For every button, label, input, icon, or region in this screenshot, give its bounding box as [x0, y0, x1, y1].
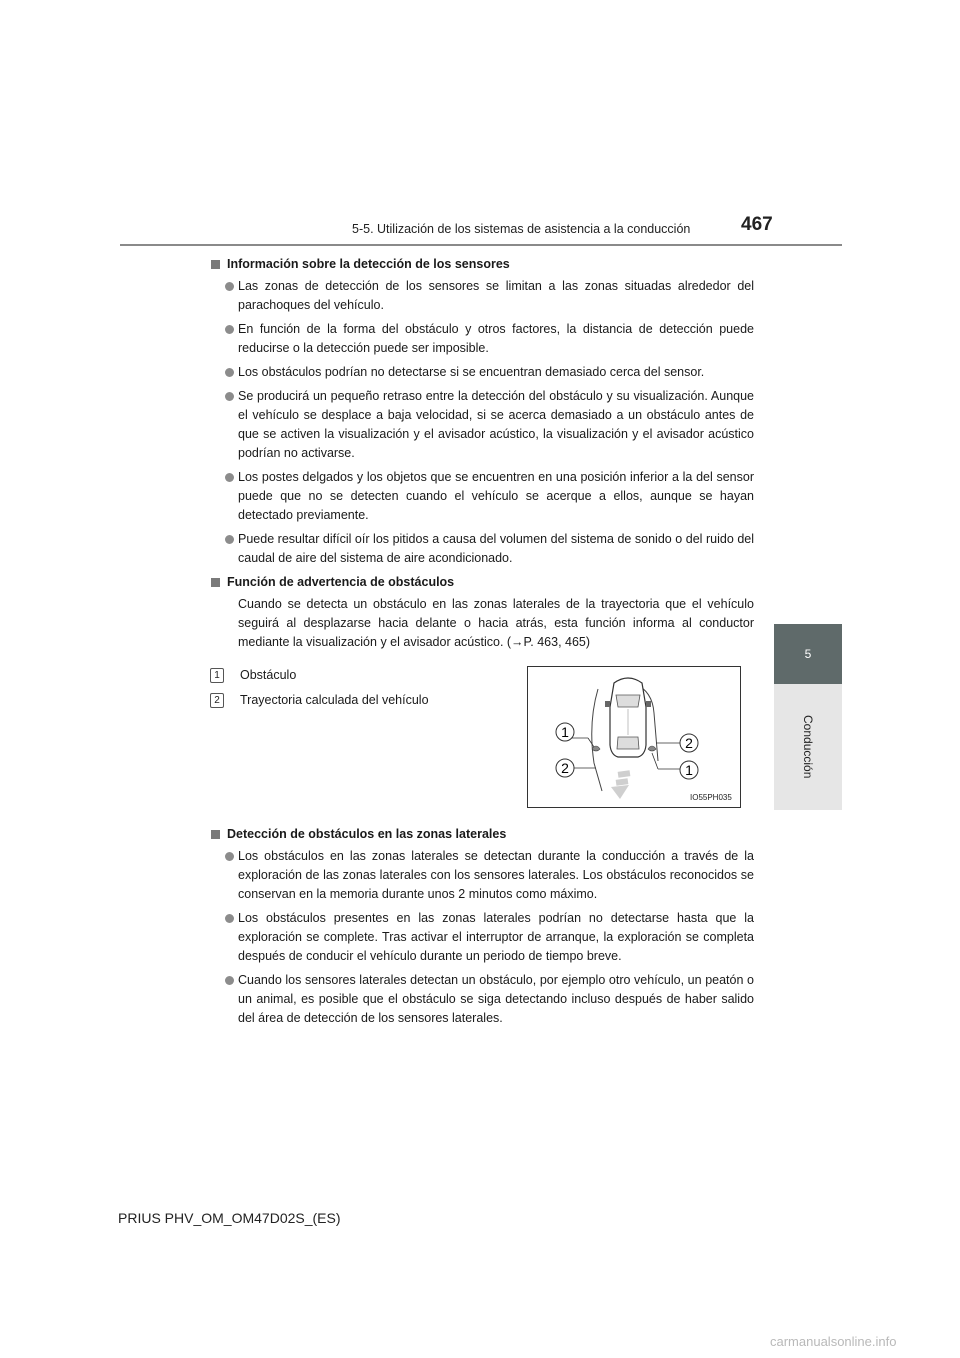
watermark: carmanualsonline.info — [770, 1334, 897, 1349]
page-number: 467 — [741, 214, 773, 235]
circle-bullet-icon — [225, 368, 234, 377]
callout-marker — [680, 734, 698, 752]
section-heading-text: Información sobre la detección de los sensores — [227, 257, 510, 271]
legend-label: Obstáculo — [240, 668, 297, 682]
circle-bullet-icon — [225, 392, 234, 401]
direction-arrow-icon — [611, 770, 630, 799]
bullet-item — [210, 320, 754, 358]
bullet-item — [210, 847, 754, 904]
circle-bullet-icon — [225, 325, 234, 334]
header-rule — [120, 244, 842, 246]
circle-bullet-icon — [225, 852, 234, 861]
sensor-wave-icon — [592, 746, 600, 751]
circle-bullet-icon — [225, 282, 234, 291]
bullet-text: Los obstáculos podrían no detectarse si se encuentran demasiado cerca del sensor. — [238, 365, 705, 379]
section-paragraph: Cuando se detecta un obstáculo en las zonas laterales de la trayectoria que el vehículo seguirá al desplazarse hacia delante o hacia atrás, esta función informa al conductor mediante la visualización y el avisador acústico. (→P. 463, 465) — [238, 597, 754, 649]
chapter-tab — [774, 624, 842, 684]
bullet-text: Los obstáculos en las zonas laterales se detectan durante la conducción a través de la exploración de las zonas laterales con los sensores laterales. Los obstáculos reconocidos se conservan en la memoria durante unos 2 minutos como máximo. — [238, 849, 754, 901]
callout-marker — [680, 761, 698, 779]
callout-number: 1 — [561, 724, 569, 740]
circle-bullet-icon — [225, 914, 234, 923]
bullet-text: Los obstáculos presentes en las zonas laterales podrían no detectarse hasta que la exploración se complete. Tras activar el interruptor de arranque, la exploración se completa después de conducir el vehículo durante un periodo de tiempo breve. — [238, 911, 754, 963]
sensor-wave-icon — [648, 746, 656, 751]
section-heading-text: Detección de obstáculos en las zonas laterales — [227, 827, 507, 841]
bullet-item — [210, 363, 754, 382]
section-heading — [210, 573, 754, 592]
legend-label: Trayectoria calculada del vehículo — [240, 693, 429, 707]
circle-bullet-icon — [225, 976, 234, 985]
section-heading-text: Función de advertencia de obstáculos — [227, 575, 455, 589]
callout-number: 2 — [685, 735, 693, 751]
section-heading — [210, 825, 754, 844]
chapter-label: Conducción — [801, 715, 815, 779]
callout-marker — [556, 759, 574, 777]
bullet-text: Cuando los sensores laterales detectan un obstáculo, por ejemplo otro vehículo, un peatón o un animal, es posible que el obstáculo se siga detectando incluso después de haber salido del área de detección de los sensores laterales. — [238, 973, 754, 1025]
callout-number: 2 — [561, 760, 569, 776]
legend-number: 2 — [210, 693, 224, 708]
legend-number: 1 — [210, 668, 224, 683]
legend-item — [210, 666, 296, 685]
square-bullet-icon — [211, 578, 220, 587]
legend-item — [210, 691, 429, 710]
figure-code: IO55PH035 — [690, 793, 732, 802]
square-bullet-icon — [211, 830, 220, 839]
obstacle-diagram — [527, 666, 741, 808]
section-heading — [210, 255, 754, 274]
figure-row — [210, 658, 754, 824]
footer-document-code: PRIUS PHV_OM_OM47D02S_(ES) — [118, 1210, 341, 1226]
circle-bullet-icon — [225, 535, 234, 544]
square-bullet-icon — [211, 260, 220, 269]
header-section-title: 5-5. Utilización de los sistemas de asistencia a la conducción — [352, 222, 691, 236]
page-content — [210, 255, 754, 1033]
bullet-text: En función de la forma del obstáculo y otros factores, la distancia de detección puede reducirse o la detección puede ser imposible. — [238, 322, 754, 355]
vehicle-path-icon — [592, 689, 602, 791]
callout-number: 1 — [685, 762, 693, 778]
bullet-item — [210, 971, 754, 1028]
bullet-item — [210, 277, 754, 315]
bullet-item — [210, 468, 754, 525]
bullet-item — [210, 530, 754, 568]
bullet-text: Puede resultar difícil oír los pitidos a causa del volumen del sistema de sonido o del ruido del caudal de aire del sistema de aire acondicionado. — [238, 532, 754, 565]
bullet-text: Se producirá un pequeño retraso entre la detección del obstáculo y su visualización. Aunque el vehículo se desplace a baja velocidad, si se acerca demasiado a un obstáculo antes de que se activen la visualización y el avisador acústico, la visualización y el avisador acústico podrían no activarse. — [238, 389, 754, 460]
callout-marker — [556, 723, 574, 741]
bullet-text: Los postes delgados y los objetos que se encuentren en una posición inferior a la del sensor puede que no se detecten cuando el vehículo se acerque a ellos, aunque se hayan detectado previamente. — [238, 470, 754, 522]
bullet-text: Las zonas de detección de los sensores se limitan a las zonas situadas alrededor del parachoques del vehículo. — [238, 279, 754, 312]
circle-bullet-icon — [225, 473, 234, 482]
bullet-item — [210, 387, 754, 463]
bullet-item — [210, 909, 754, 966]
chapter-number: 5 — [804, 647, 812, 661]
obstacle-diagram-svg — [528, 667, 740, 807]
